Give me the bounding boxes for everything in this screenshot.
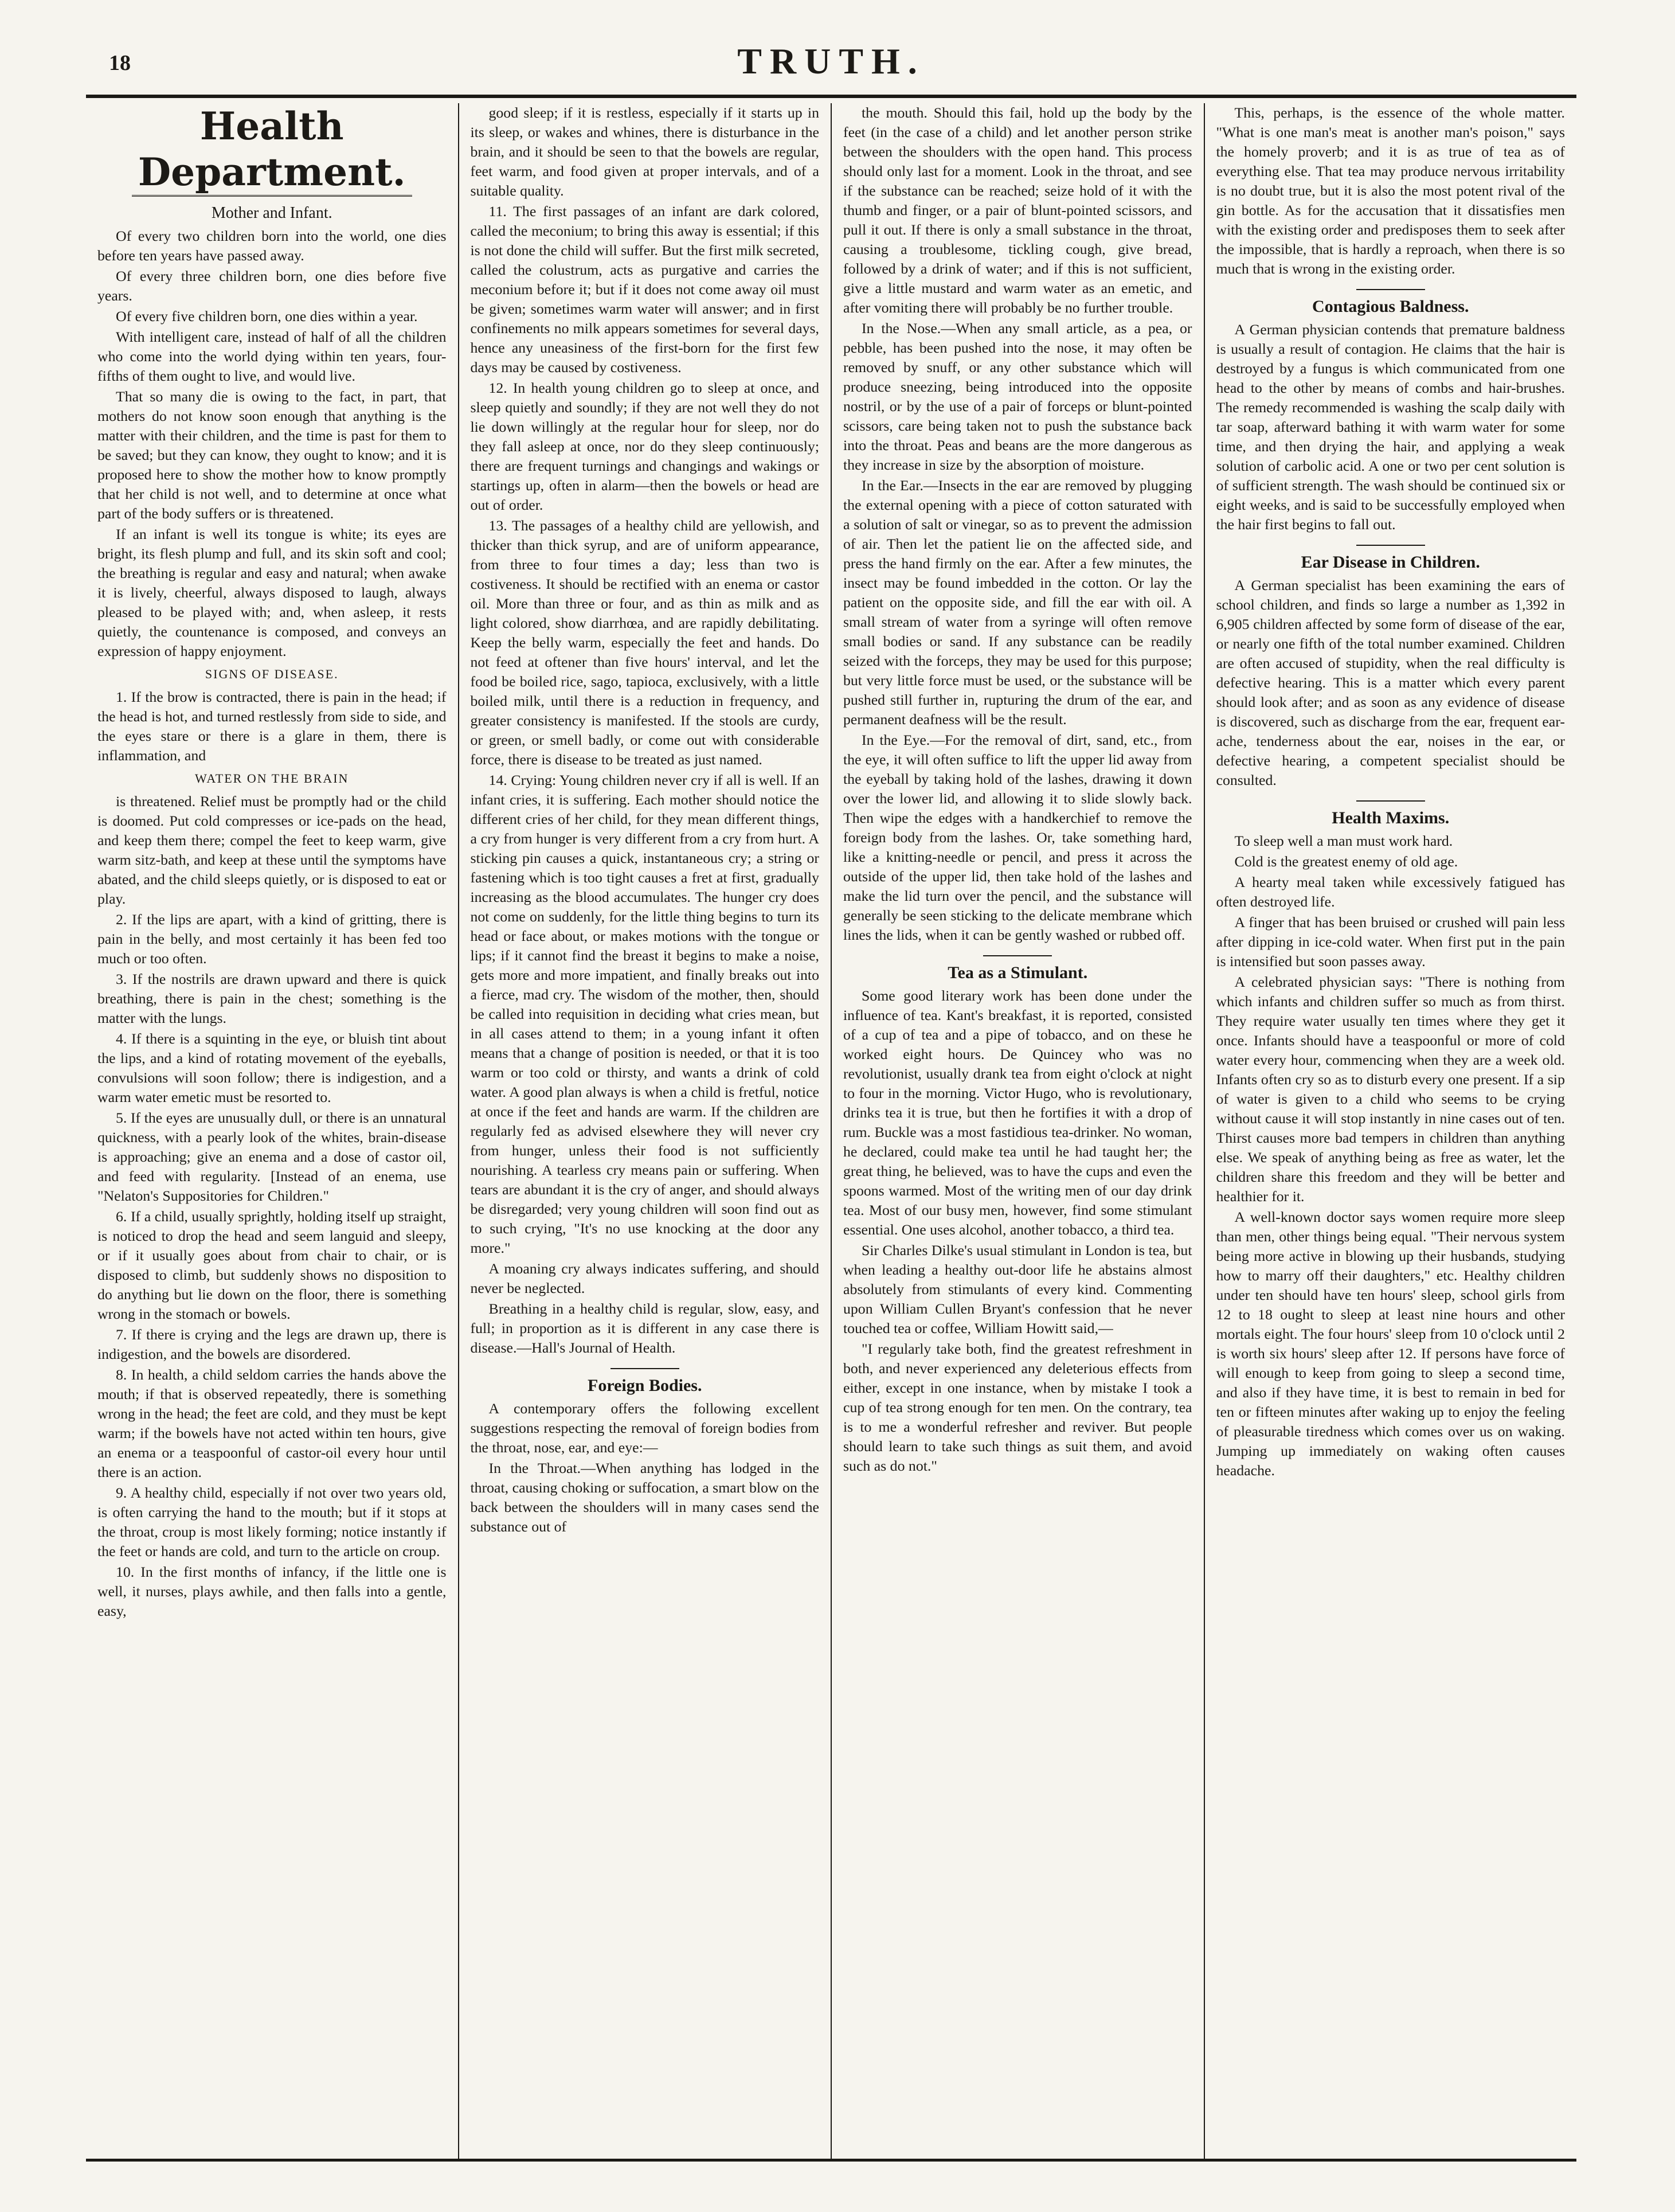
section-heading: Tea as a Stimulant. bbox=[948, 963, 1088, 982]
masthead: TRUTH. bbox=[737, 41, 925, 81]
paragraph: A well-known doctor says women require more sleep than men, other things being equal. "Their nervous system being more active in blowing up their husbands, studying how to marry off their daughters," etc. Healthy children under ten should have ten hours' sleep, school girls from 12 to 18 ought to sleep at least nine hours and other mortals eight. The four hours' sleep from 10 o'clock until 2 is worth six hours' sleep after 12. If persons have force of will enough to keep from going to sleep a second time, and also if they have time, it is best to remain in bed for ten or fifteen minutes after waking up to enjoy the feeling of pleasurable tiredness which comes over us on waking. Jumping up immediately on waking often causes headache. bbox=[1216, 1209, 1565, 1479]
paragraph: Of every five children born, one dies within a year. bbox=[116, 308, 418, 325]
paragraph: A finger that has been bruised or crushed will pain less after dipping in ice-cold water. When first put in the pain is intensified but soon passes away. bbox=[1216, 914, 1565, 970]
paragraph: Cold is the greatest enemy of old age. bbox=[1234, 853, 1458, 870]
paragraph: the mouth. Should this fail, hold up the body by the feet (in the case of a child) and let another person strike between the shoulders with the open hand. This process should only last for a moment. Look in the throat, and see if the substance can be reached; seize hold of it with the thumb and finger, or a pair of blunt-pointed scissors, and pull it out. If there is only a small substance in the throat, causing a troublesome, tickling cough, give bread, followed by a drink of water; and if this is not sufficient, give a little mustard and warm water as an emetic, and after vomiting there will probably be no further trouble. bbox=[843, 104, 1192, 316]
title-divider bbox=[132, 195, 412, 197]
newspaper-page bbox=[86, 40, 1576, 2162]
paragraph: Some good literary work has been done under the influence of tea. Kant's breakfast, it is reported, consisted of a cup of tea and a pipe of tobacco, and on these he worked eight hours. De Quincey who was no revolutionist, usually drank tea from eight o'clock at night to four in the morning. Victor Hugo, who is revolutionary, drinks tea it is true, but then he fortifies it with a drop of rum. Buckle was a most fastidious tea-drinker. No woman, he declared, could make tea until he had taught her; the great thing, he believed, was to have the cups and even the spoons warmed. Most of the writing men of our day drink tea. Most of our busy men, however, find some stimulant essential. One uses alcohol, another tobacco, a third tea. bbox=[843, 987, 1192, 1238]
paragraph: A German physician contends that premature baldness is usually a result of contagion. He claims that the hair is destroyed by a fungus is which communicated from one head to the other by means of combs and hair-brushes. The remedy recommended is washing the scalp daily with tar soap, afterward bathing it with warm water for some time, and then drying the hair, and applying a weak solution of carbolic acid. A one or two per cent solution is of sufficient strength. The wash should be continued six or eight weeks, and is said to be successfully employed when the hair first begins to fall out. bbox=[1216, 321, 1565, 533]
section-heading: Mother and Infant. bbox=[211, 204, 332, 222]
column-3 bbox=[831, 103, 1204, 2162]
paragraph: 2. If the lips are apart, with a kind of gritting, there is pain in the belly, and most certainly it has been fed too much or too often. bbox=[97, 911, 447, 967]
paragraph: 3. If the nostrils are drawn upward and there is quick breathing, there is pain in the chest; something is the matter with the lungs. bbox=[97, 971, 447, 1026]
subheading: WATER ON THE BRAIN bbox=[195, 771, 349, 785]
paragraph: That so many die is owing to the fact, in part, that mothers do not know soon enough that anything is the matter with their children, and the time is past for them to be saved; but they can know, they ought to know; and it is proposed here to show the mother how to know promptly that her child is not well, and to determine at once what part of the body suffers or is threatened. bbox=[97, 388, 447, 522]
paragraph: 5. If the eyes are unusually dull, or there is an unnatural quickness, with a pearly look of the whites, brain-disease is approaching; give an enema and a dose of castor oil, and feed with regularity. [Instead of an enema, use "Nelaton's Suppositories for Children." bbox=[97, 1109, 447, 1204]
section-divider bbox=[1356, 800, 1425, 802]
paragraph: Sir Charles Dilke's usual stimulant in London is tea, but when leading a healthy out-door life he abstains almost absolutely from stimulants of every kind. Commenting upon William Cullen Bryant's confession that he never touched tea or coffee, William Howitt said,— bbox=[843, 1242, 1192, 1336]
paragraph: In the Ear.—Insects in the ear are removed by plugging the external opening with a piece of cotton saturated with a solution of salt or vinegar, so as to prevent the admission of air. Then let the patient lie on the affected side, and press the hand firmly on the ear. After a few minutes, the insect may be found imbedded in the cotton. Or lay the patient on the opposite side, and fill the ear with oil. A small stream of water from a syringe will often remove small bodies or sand. If any substance can be readily seized with the forceps, they may be used for this purpose; but very little force must be used, or the substance will be pushed still further in, rupturing the drum of the ear, and permanent deafness will be the result. bbox=[843, 477, 1192, 728]
paragraph: good sleep; if it is restless, especially if it starts up in its sleep, or wakes and whines, there is disturbance in the brain, and it should be seen to that the bowels are regular, feet warm, and food given at proper intervals, and of a suitable quality. bbox=[470, 104, 819, 199]
paragraph: 12. In health young children go to sleep at once, and sleep quietly and soundly; if they are not well they do not lie down willingly at the regular hour for sleep, nor do they fall asleep at once, nor do they sleep continuously; there are frequent turnings and changings and wakings or startings up, often in alarm—then the bowels or head are out of order. bbox=[470, 380, 819, 513]
section-divider bbox=[610, 1368, 679, 1369]
section-divider bbox=[983, 955, 1052, 956]
paragraph: 11. The first passages of an infant are dark colored, called the meconium; to bring this away is essential; if this is not done the child will suffer. But the first milk secreted, called the colustrum, acts as purgative and carries the meconium before it; but if it does not come away oil must be given; sometimes warm water will answer; and in first confinements no milk appears sometimes for several days, hence any uneasiness of the first-born for the first few days may be caused by costiveness. bbox=[470, 203, 819, 376]
paragraph: 10. In the first months of infancy, if the little one is well, it nurses, plays awhile, and then falls into a gentle, easy, bbox=[97, 1564, 447, 1619]
paragraph: A celebrated physician says: "There is nothing from which infants and children suffer so much as from thirst. They require water usually ten times where they get it once. Infants should have a teaspoonful or more of cold water every hour, commencing when they are a week old. Infants often cry so as to disturb every one present. If a sip of water is given to a child who seems to be crying without cause it will stop instantly in nine cases out of ten. Thirst causes more bad tempers in children than anything else. We speak of anything being as free as water, let the children share this freedom and they will be better and healthier for it. bbox=[1216, 974, 1565, 1205]
section-divider bbox=[1356, 289, 1425, 290]
paragraph: Of every two children born into the world, one dies before ten years have passed away. bbox=[97, 228, 447, 264]
paragraph: 7. If there is crying and the legs are drawn up, there is indigestion, and the bowels are disordered. bbox=[97, 1326, 447, 1362]
paragraph: In the Throat.—When anything has lodged in the throat, causing choking or suffocation, a smart blow on the back between the shoulders will in many cases send the substance out of bbox=[470, 1460, 819, 1535]
department-title: Health Department. bbox=[138, 104, 406, 194]
paragraph: is threatened. Relief must be promptly had or the child is doomed. Put cold compresses or ice-pads on the head, and keep them there; compel the feet to keep warm, give warm sitz-bath, and keep at these until the symptoms have abated, and the child sleeps quietly, or is disposed to eat or play. bbox=[97, 793, 447, 907]
paragraph: To sleep well a man must work hard. bbox=[1234, 833, 1453, 849]
column-1 bbox=[86, 103, 458, 2162]
column-2 bbox=[458, 103, 831, 2162]
paragraph: 6. If a child, usually sprightly, holding itself up straight, is noticed to drop the head and seem languid and sleepy, or if it usually goes about from chair to chair, or is disposed to climb, but suddenly shows no disposition to do anything but lie down on the floor, there is something wrong in the stomach or bowels. bbox=[97, 1208, 447, 1322]
paragraph: A hearty meal taken while excessively fatigued has often destroyed life. bbox=[1216, 874, 1565, 910]
paragraph: 4. If there is a squinting in the eye, or bluish tint about the lips, and a kind of rotating movement of the eyeballs, convulsions will soon follow; there is indigestion, and a warm water emetic must be resorted to. bbox=[97, 1030, 447, 1105]
section-heading: Ear Disease in Children. bbox=[1301, 553, 1480, 572]
page-number: 18 bbox=[109, 51, 131, 75]
section-heading: Contagious Baldness. bbox=[1312, 297, 1469, 316]
column-4 bbox=[1204, 103, 1577, 2162]
paragraph: 13. The passages of a healthy child are yellowish, and thicker than thick syrup, and are of uniform appearance, from three to four times a day; less than two is costiveness. It should be rectified with an enema or castor oil. More than three or four, and as thin as milk and as light colored, show diarrhœa, and are rapidly debilitating. Keep the belly warm, especially the feet and hands. Do not feed at oftener than five hours' interval, and let the food be boiled rice, sago, tapioca, exclusively, with a little boiled milk, until there is a reduction in frequency, and greater consistency is manifested. If the stools are curdy, or green, or smell badly, or come out with considerable force, there is disease to be treated as just named. bbox=[470, 517, 819, 768]
paragraph: With intelligent care, instead of half of all the children who come into the world dying within ten years, four-fifths of them ought to live, and would live. bbox=[97, 329, 447, 384]
paragraph: A German specialist has been examining the ears of school children, and finds so large a number as 1,392 in 6,905 children affected by some form of disease of the ear, or nearly one fifth of the total number examined. Children are often accused of stupidity, when the real difficulty is defective hearing. This is a matter which every parent should look after; and as soon as any evidence of disease is discovered, such as discharge from the ear, frequent ear-ache, tenderness about the ear, noises in the ear, or defective hearing, a competent specialist should be consulted. bbox=[1216, 577, 1565, 788]
section-divider bbox=[1356, 545, 1425, 546]
paragraph: If an infant is well its tongue is white; its eyes are bright, its flesh plump and full, and its skin soft and cool; the breathing is regular and easy and natural; when awake it is lively, cheerful, always disposed to laugh, always pleased to be played with; and, when asleep, it rests quietly, the countenance is composed, and conveys an expression of happy enjoyment. bbox=[97, 526, 447, 659]
paragraph: A contemporary offers the following excellent suggestions respecting the removal of foreign bodies from the throat, nose, ear, and eye:— bbox=[470, 1400, 819, 1456]
article-columns bbox=[86, 103, 1576, 2162]
paragraph: Breathing in a healthy child is regular, slow, easy, and full; in proportion as it is different in any case there is disease.—Hall's Journal of Health. bbox=[470, 1300, 819, 1356]
section-heading: Foreign Bodies. bbox=[588, 1376, 702, 1395]
paragraph: 9. A healthy child, especially if not over two years old, is often carrying the hand to the mouth; but if it stops at the throat, croup is most likely forming; notice instantly if the feet or hands are cold, and turn to the article on croup. bbox=[97, 1484, 447, 1560]
subheading: SIGNS OF DISEASE. bbox=[205, 667, 339, 681]
paragraph: 1. If the brow is contracted, there is pain in the head; if the head is hot, and turned restlessly from side to side, and the eyes stare or there is a glare in them, there is inflammation, and bbox=[97, 689, 447, 764]
paragraph: This, perhaps, is the essence of the whole matter. "What is one man's meat is another man's poison," says the homely proverb; and it is as true of tea as of everything else. That tea may produce nervous irritability is no doubt true, but it is also the most potent rival of the gin bottle. As for the accusation that it dissatisfies men with the existing order and predisposes them to seek after the impossible, that is hardly a reproach, when there is so much that is wrong in the existing order. bbox=[1216, 104, 1565, 277]
paragraph: "I regularly take both, find the greatest refreshment in both, and never experienced any deleterious effects from either, except in one instance, when by mistake I took a cup of tea strong enough for ten men. On the contrary, tea is to me a wonderful refresher and reviver. But people should learn to take such things as suit them, and avoid such as do not." bbox=[843, 1341, 1192, 1474]
paragraph: In the Eye.—For the removal of dirt, sand, etc., from the eye, it will often suffice to lift the upper lid away from the eyeball by taking hold of the lashes, drawing it down over the lower lid, and allowing it to slide slowly back. Then wipe the edges with a handkerchief to remove the foreign body from the lashes. Or, take something hard, like a knitting-needle or pencil, and press it across the outside of the upper lid, then take hold of the lashes and make the lid turn over the pencil, and the substance will generally be seen sticking to the delicate membrane which lines the lids, when it can be gently washed or rubbed off. bbox=[843, 732, 1192, 943]
section-heading: Health Maxims. bbox=[1332, 808, 1450, 827]
bottom-rule bbox=[86, 2159, 1576, 2162]
paragraph: Of every three children born, one dies before five years. bbox=[97, 268, 447, 304]
paragraph: 14. Crying: Young children never cry if all is well. If an infant cries, it is suffering. Each mother should notice the different cries of her child, for they mean different things, a cry from hunger is very different from a cry from hurt. A sticking pin causes a quick, instantaneous cry; a string or fastening which is too tight causes a fret at first, gradually increasing as the blood accumulates. The hunger cry does not come on suddenly, for the little thing begins to turn its head or face about, or makes motions with the tongue or lips; if it cannot find the breast it begins to make a noise, gets more and more impatient, and finally breaks out into a fierce, mad cry. The wisdom of the mother, then, should be called into requisition in deciding what cries mean, but in all cases attend to them; in a young infant it often means that a change of position is needed, or that it is too warm or too cold or thirsty, and wants a drink of cold water. A good plan always is when a child is fretful, notice at once if the feet and hands are warm. If the children are regularly fed as advised elsewhere they will never cry from hunger, unless their food is not sufficiently nourishing. A tearless cry means pain or suffering. When tears are abundant it is the cry of anger, and should always be disregarded; very young children will soon find out as to such crying, "It's no use knocking at the door any more." bbox=[470, 772, 819, 1256]
paragraph: In the Nose.—When any small article, as a pea, or pebble, has been pushed into the nose, it may often be removed by snuff, or any other substance which will produce sneezing, being introduced into the opposite nostril, or by the use of a pair of forceps or blunt-pointed scissors, care being taken not to push the substance back into the throat. Peas and beans are the more dangerous as they increase in size by the absorption of moisture. bbox=[843, 320, 1192, 473]
page-header bbox=[86, 40, 1576, 98]
paragraph: 8. In health, a child seldom carries the hands above the mouth; if that is observed repeatedly, there is something wrong in the head; the feet are cold, and they must be kept warm; if the bowels have not acted within ten hours, give an enema or a teaspoonful of castor-oil every hour until there is an action. bbox=[97, 1366, 447, 1480]
paragraph: A moaning cry always indicates suffering, and should never be neglected. bbox=[470, 1260, 819, 1296]
